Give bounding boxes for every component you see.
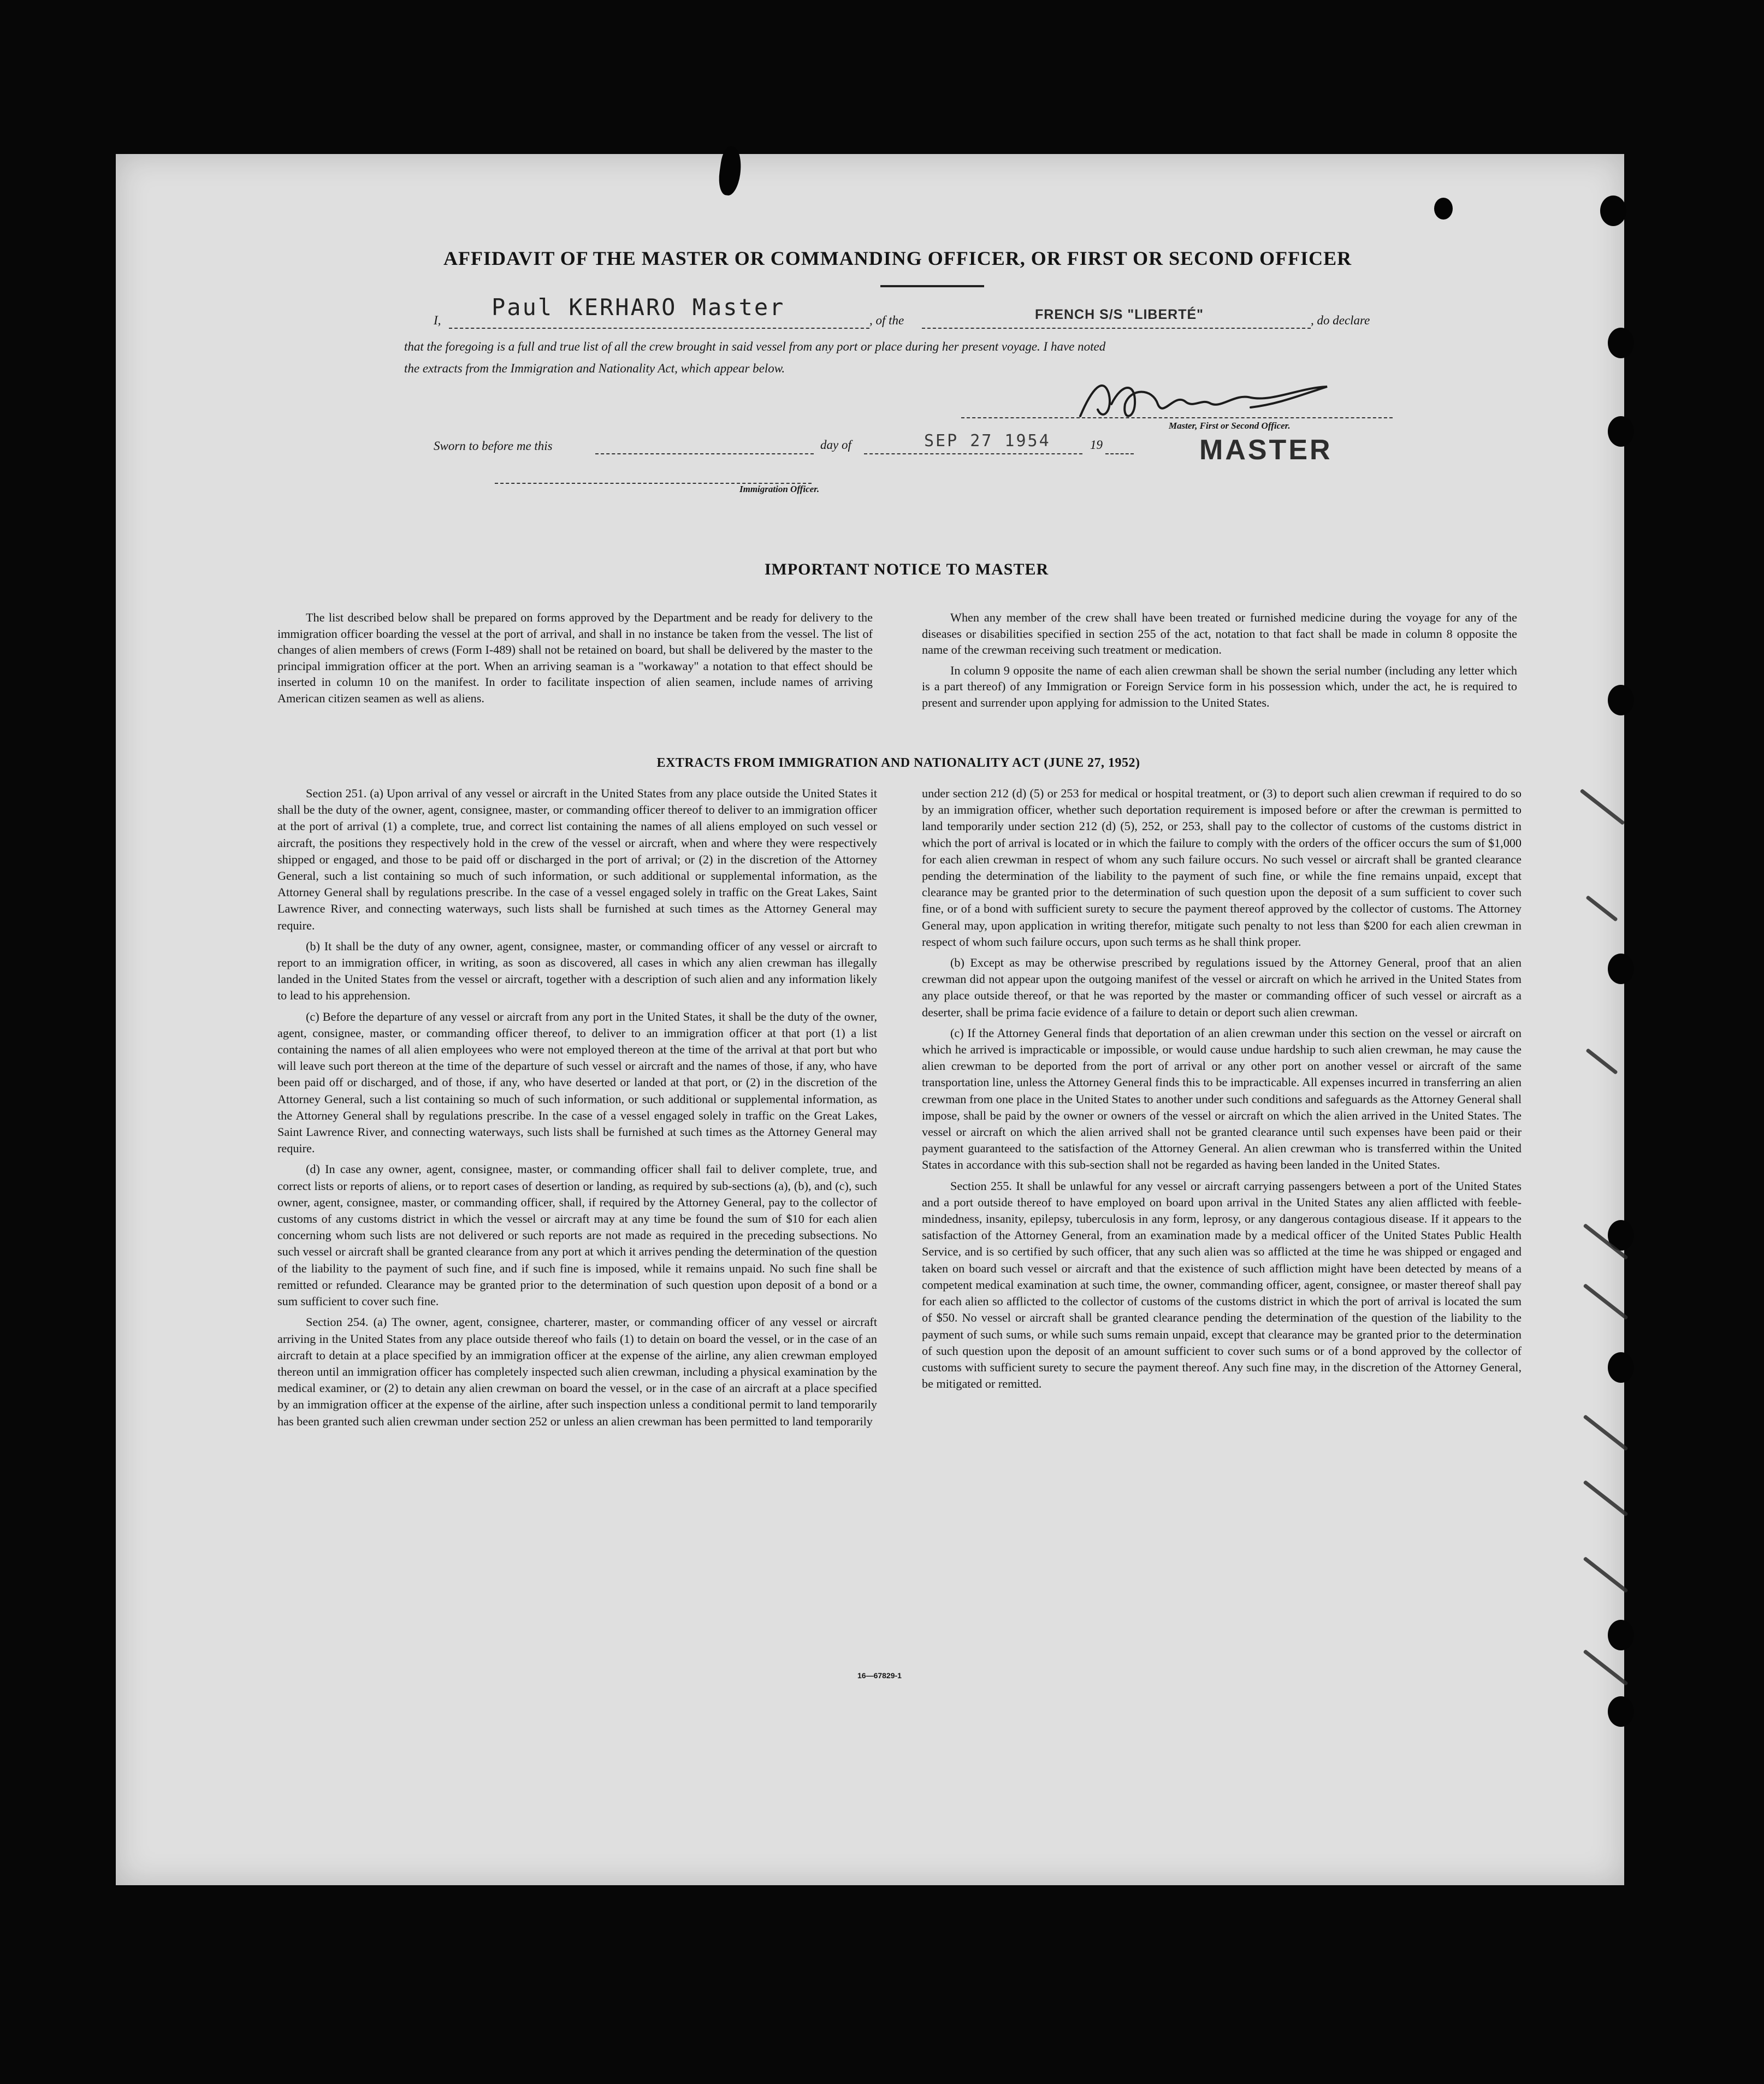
binder-hole-icon <box>1608 1620 1634 1650</box>
section-254b-paragraph: (b) Except as may be otherwise prescribed by regulations issued by the Attorney General, proof that an alien crewman did not appear upon the outgoing manifest of the vessel or aircraft on which he arrived in the United States from any place outside thereof, or that he was reported by the master or commanding officer of such vessel or aircraft as a deserter, shall be prima facie evidence of a failure to detain or deport such alien crewman. <box>922 956 1522 1019</box>
section-251c-paragraph: (c) Before the departure of any vessel or aircraft from any port in the United States, it shall be the duty of the owner, agent, consignee, master, or commanding officer thereof, to deliver to an immigration officer at that port (1) a list containing the names of all alien employees who were not employed thereon at the time of the arrival at that port but who will leave such port thereon at the time of the departure of such vessel or aircraft and the names of those, if any, who have been paid off or discharged, and of those, if any, who have deserted or landed at that port, or (2) in the discretion of the Attorney General, such a list containing so much of such information, or such additional or supplemental information, as the Attorney General shall by regulations prescribe. In the case of a vessel engaged solely in traffic on the Great Lakes, Saint Lawrence River, and connecting waterways, such lists shall be furnished at such times as the Attorney General may require. <box>277 1009 877 1156</box>
i-label: I, <box>434 313 441 327</box>
notice-left-column <box>277 609 873 706</box>
declaration-line-2: the extracts from the Immigration and Nationality Act, which appear below. <box>404 362 785 375</box>
binder-hole-icon <box>1600 196 1626 226</box>
notice-left-paragraph: The list described below shall be prepared on forms approved by the Department and be ready for delivery to the immigration officer boarding the vessel at the port of arrival, and shall in no instance be taken from the vessel. The list of changes of alien members of crews (Form I-489) shall not be retained on board, but shall be delivered by the master to the principal immigration officer at the port. When an arriving seaman is a "workaway" a notation to that effect should be inserted in column 10 on the manifest. In order to facilitate inspection of alien seamen, include names of arriving American citizen seamen as well as aliens. <box>277 611 873 705</box>
notice-title: IMPORTANT NOTICE TO MASTER <box>764 560 1049 578</box>
master-name-value: Paul KERHARO Master <box>492 294 785 321</box>
binder-hole-icon <box>1608 328 1634 358</box>
section-251b-paragraph: (b) It shall be the duty of any owner, agent, consignee, master, or commanding officer of any vessel or aircraft to report to an immigration officer, in writing, as soon as discovered, all cases in which any alien crewman has illegally landed in the United States from the vessel or aircraft, together with a description of such alien and any information likely to lead to his apprehension. <box>277 939 877 1003</box>
year-prefix: 19 <box>1090 438 1103 452</box>
sworn-month-fill-line <box>864 453 1082 454</box>
sworn-label: Sworn to before me this <box>434 439 553 453</box>
section-254c-paragraph: (c) If the Attorney General finds that deportation of an alien crewman under this section on the vessel or aircraft on which he arrived is impracticable or impossible, or would cause undue hardship to such alien crewman, he may cause the alien crewman to be deported from the port of arrival or any other port on another vessel or aircraft of the same transportation line, unless the Attorney General finds this to be impracticable. All expenses incurred in transferring an alien crewman from one place in the United States to another under such conditions and safeguards as the Attorney General shall impose, shall be paid by the owner or owners of the vessel or aircraft on which the alien arrived in the United States. The vessel or aircraft on which the alien arrived shall not be granted clearance until such expenses have been paid or their payment guaranteed to the satisfaction of the Attorney General. An alien crewman who is transferred within the United States in accordance with this sub-section shall not be regarded as having been landed in the United States. <box>922 1026 1522 1172</box>
section-254a-paragraph: Section 254. (a) The owner, agent, consignee, charterer, master, or commanding officer of any vessel or aircraft arriving in the United States from any place outside thereof who fails (1) to detain on board the vessel, or in the case of an aircraft to detain at a place specified by an immigration officer at the expense of the airline, any alien crewman employed thereon until an immigration officer has completely inspected such alien crewman, including a physical examination by the medical examiner, or (2) to detain any alien crewman on board the vessel, or in the case of an aircraft at a place specified by an immigration officer at the expense of the airline, after such inspection unless a conditional permit to land temporarily has been granted such alien crewman under section 252 or unless an alien crewman has been permitted to land temporarily <box>277 1315 877 1428</box>
section-255-paragraph: Section 255. It shall be unlawful for any vessel or aircraft carrying passengers between a port of the United States and a port outside thereof to have employed on board upon arrival in the United States any alien afflicted with feeble-mindedness, insanity, epilepsy, tuberculosis in any form, leprosy, or any dangerous contagious disease. If it appears to the satisfaction of the Attorney General, from an examination made by a medical officer of the United States Public Health Service, and is so certified by such officer, that any such alien was so afflicted at the time he was shipped or engaged and taken on board such vessel or aircraft and that the existence of such affliction might have been detected by means of a competent medical examination at such time, the owner, commanding officer, agent, consignee, or master thereof shall pay for each alien so afflicted to the collector of customs of the customs district in which the port of arrival is located the sum of $50. No vessel or aircraft shall be granted clearance pending the determination of the question of the liability to the payment of such sums, or while such sums remain unpaid, except that clearance may be granted prior to the determination of such question upon the deposit of an amount sufficient to cover such sums or of a bond approved by the collector of customs with sufficient surety to secure the payment thereof. Any such fine may, in the discretion of the Attorney General, be mitigated or remitted. <box>922 1179 1522 1391</box>
rank-stamp: MASTER <box>1199 434 1333 466</box>
title-rule <box>880 285 984 287</box>
year-fill-line <box>1105 453 1134 454</box>
name-fill-line <box>449 328 869 329</box>
sworn-day-fill-line <box>595 453 814 454</box>
affidavit-title: AFFIDAVIT OF THE MASTER OR COMMANDING OFFICER, OR FIRST OR SECOND OFFICER <box>443 247 1352 269</box>
extracts-right-column <box>922 785 1522 1392</box>
day-of-label: day of <box>820 438 851 452</box>
form-code: 16—67829-1 <box>857 1671 902 1680</box>
section-254a-continued-paragraph: under section 212 (d) (5) or 253 for medical or hospital treatment, or (3) to deport such alien crewman if required to do so by an immigration officer, whether such deportation requirement is imposed before or after the crewman is permitted to land temporarily under section 212 (d) (5), 252, or 253, shall pay to the collector of customs of the customs district in which the port of arrival is located or in which the failure to comply with the orders of the officer occurs the sum of $1,000 for each alien crewman in respect of whom any such failure occurs. No such vessel or aircraft shall be granted clearance pending the determination of the liability to the payment of such fine, or while the fine remains unpaid, except that clearance may be granted prior to the determination of such question upon the deposit of a sum sufficient to cover such fine, or of a bond with sufficient surety to secure the payment thereof approved by the collector of customs. The Attorney General may, upon application in writing therefor, mitigate such penalty to not less than $200 for each alien crewman in respect of whom such failure occurs, upon such terms as he shall think proper. <box>922 786 1522 949</box>
binder-hole-icon <box>1608 685 1634 715</box>
binder-hole-icon <box>1434 198 1453 220</box>
section-251a-paragraph: Section 251. (a) Upon arrival of any vessel or aircraft in the United States from any place outside the United States it shall be the duty of the owner, agent, consignee, master, or commanding officer thereof to deliver to an immigration officer at the port of arrival (1) a complete, true, and correct list containing the names of all aliens employed on such vessel or aircraft, the positions they respectively hold in the crew of the vessel or aircraft, when and where they were respectively shipped or engaged, and those to be paid off or discharged in the port of arrival; or (2) in the discretion of the Attorney General, such a list containing so much of such information, or such additional or supplemental information, as the Attorney General shall by regulations prescribe. In the case of a vessel engaged solely in traffic on the Great Lakes, Saint Lawrence River, and connecting waterways, such lists shall be furnished at such times as the Attorney General may require. <box>277 786 877 932</box>
binder-hole-icon <box>1608 1352 1634 1383</box>
signature-caption: Master, First or Second Officer. <box>1169 421 1291 431</box>
binder-hole-icon <box>1608 1696 1634 1727</box>
binder-hole-icon <box>1608 416 1634 447</box>
declaration-line-1: that the foregoing is a full and true list of all the crew brought in said vessel from any port or place during her present voyage. I have noted <box>404 340 1106 353</box>
notice-right-column <box>922 609 1517 711</box>
section-251d-paragraph: (d) In case any owner, agent, consignee, master, or commanding officer shall fail to deliver complete, true, and correct lists or reports of aliens, or to report cases of desertion or landing, as required by sub-sections (a), (b), and (c), such owner, agent, consignee, master, or commanding officer, shall, if required by the Attorney General, pay to the collector of customs of any customs district in which the vessel or aircraft may at any time be found the sum of $10 for each alien concerning whom such lists are not delivered or such reports are not made as required in the preceding subsections. No such vessel or aircraft shall be granted clearance from any port at which it arrives pending the determination of the question of the liability to the payment of such fine, and if such fine is imposed, while it remains unpaid. No such fine shall be remitted or refunded. Clearance may be granted prior to the determination of such question upon deposit of a bond or a sum sufficient to cover such fine. <box>277 1162 877 1309</box>
binder-hole-icon <box>1608 954 1634 984</box>
extracts-title: EXTRACTS FROM IMMIGRATION AND NATIONALITY ACT (JUNE 27, 1952) <box>656 756 1140 770</box>
extracts-left-column <box>277 785 877 1430</box>
notice-right-paragraph-1: When any member of the crew shall have been treated or furnished medicine during the voyage for any of the diseases or disabilities specified in section 255 of the act, notation to that fact shall be made in column 8 opposite the name of the crewman receiving such treatment or medication. <box>922 611 1517 656</box>
do-declare-label: , do declare <box>1311 313 1370 327</box>
notice-right-paragraph-2: In column 9 opposite the name of each alien crewman shall be shown the serial number (including any letter which is a part thereof) of any Immigration or Foreign Service form in his possession which, under the act, he is required to present and surrender upon applying for admission to the United States. <box>922 663 1517 709</box>
vessel-name-value: FRENCH S/S "LIBERTÉ" <box>1035 307 1204 322</box>
of-the-label: , of the <box>869 313 904 327</box>
signature-fill-line <box>961 417 1393 418</box>
date-stamp: SEP 27 1954 <box>924 431 1051 451</box>
vessel-fill-line <box>922 328 1311 329</box>
officer-caption: Immigration Officer. <box>739 484 820 494</box>
